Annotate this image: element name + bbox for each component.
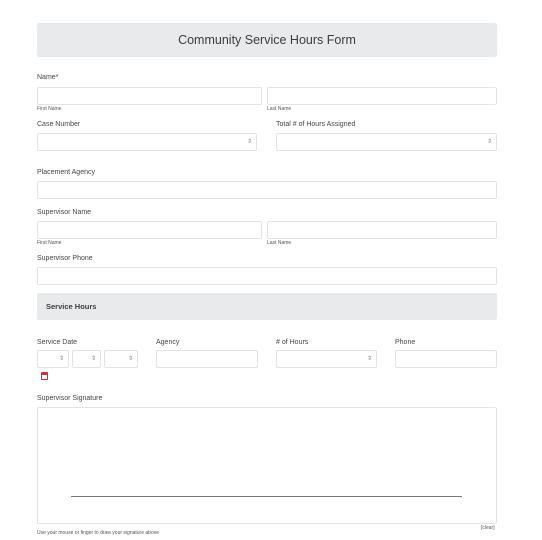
signature-label: Supervisor Signature: [37, 395, 103, 402]
select-arrows-icon: ⇕: [366, 356, 372, 362]
supervisor-phone-input[interactable]: [37, 267, 497, 285]
first-name-input[interactable]: [37, 87, 262, 105]
supervisor-phone-label: Supervisor Phone: [37, 255, 93, 262]
select-arrows-icon: ⇕: [58, 356, 64, 362]
phone-input[interactable]: [395, 350, 497, 368]
supervisor-name-label: Supervisor Name: [37, 209, 92, 216]
last-name-input[interactable]: [267, 87, 497, 105]
signature-clear-link[interactable]: [clear]: [481, 525, 495, 531]
form-title: Community Service Hours Form: [178, 33, 356, 47]
service-date-day-select[interactable]: [72, 350, 101, 368]
case-number-select[interactable]: [37, 133, 257, 151]
signature-line: [71, 496, 462, 497]
signature-pad[interactable]: [37, 407, 497, 524]
phone-label: Phone: [395, 339, 416, 346]
total-hours-label: Total # of Hours Assigned: [276, 121, 356, 128]
select-arrows-icon: ⇕: [246, 139, 252, 145]
service-date-label: Service Date: [37, 339, 78, 346]
supervisor-first-name-input[interactable]: [37, 221, 262, 239]
select-arrows-icon: ⇕: [127, 356, 133, 362]
supervisor-last-name-input[interactable]: [267, 221, 497, 239]
select-arrows-icon: ⇕: [90, 356, 96, 362]
placement-agency-input[interactable]: [37, 181, 497, 199]
first-name-sublabel: First Name: [37, 106, 62, 112]
case-number-label: Case Number: [37, 121, 81, 128]
name-label: [37, 74, 58, 81]
agency-label: Agency: [156, 339, 180, 346]
select-arrows-icon: ⇕: [486, 139, 492, 145]
calendar-icon[interactable]: [41, 372, 48, 380]
service-date-year-select[interactable]: [104, 350, 138, 368]
name-label-text: Name: [37, 74, 56, 81]
hours-select[interactable]: [276, 350, 377, 368]
signature-hint: Use your mouse or finger to draw your signature above: [37, 530, 160, 536]
placement-agency-label: Placement Agency: [37, 169, 95, 176]
last-name-sublabel: Last Name: [267, 106, 292, 112]
form-title-bar: [37, 23, 497, 57]
total-hours-select[interactable]: [276, 133, 497, 151]
agency-input[interactable]: [156, 350, 258, 368]
service-hours-section: [37, 293, 497, 320]
supervisor-last-sublabel: Last Name: [267, 240, 292, 246]
service-hours-title: Service Hours: [46, 302, 97, 311]
hours-label: # of Hours: [276, 339, 309, 346]
supervisor-first-sublabel: First Name: [37, 240, 62, 246]
required-marker: *: [55, 74, 59, 81]
service-date-month-select[interactable]: [37, 350, 69, 368]
